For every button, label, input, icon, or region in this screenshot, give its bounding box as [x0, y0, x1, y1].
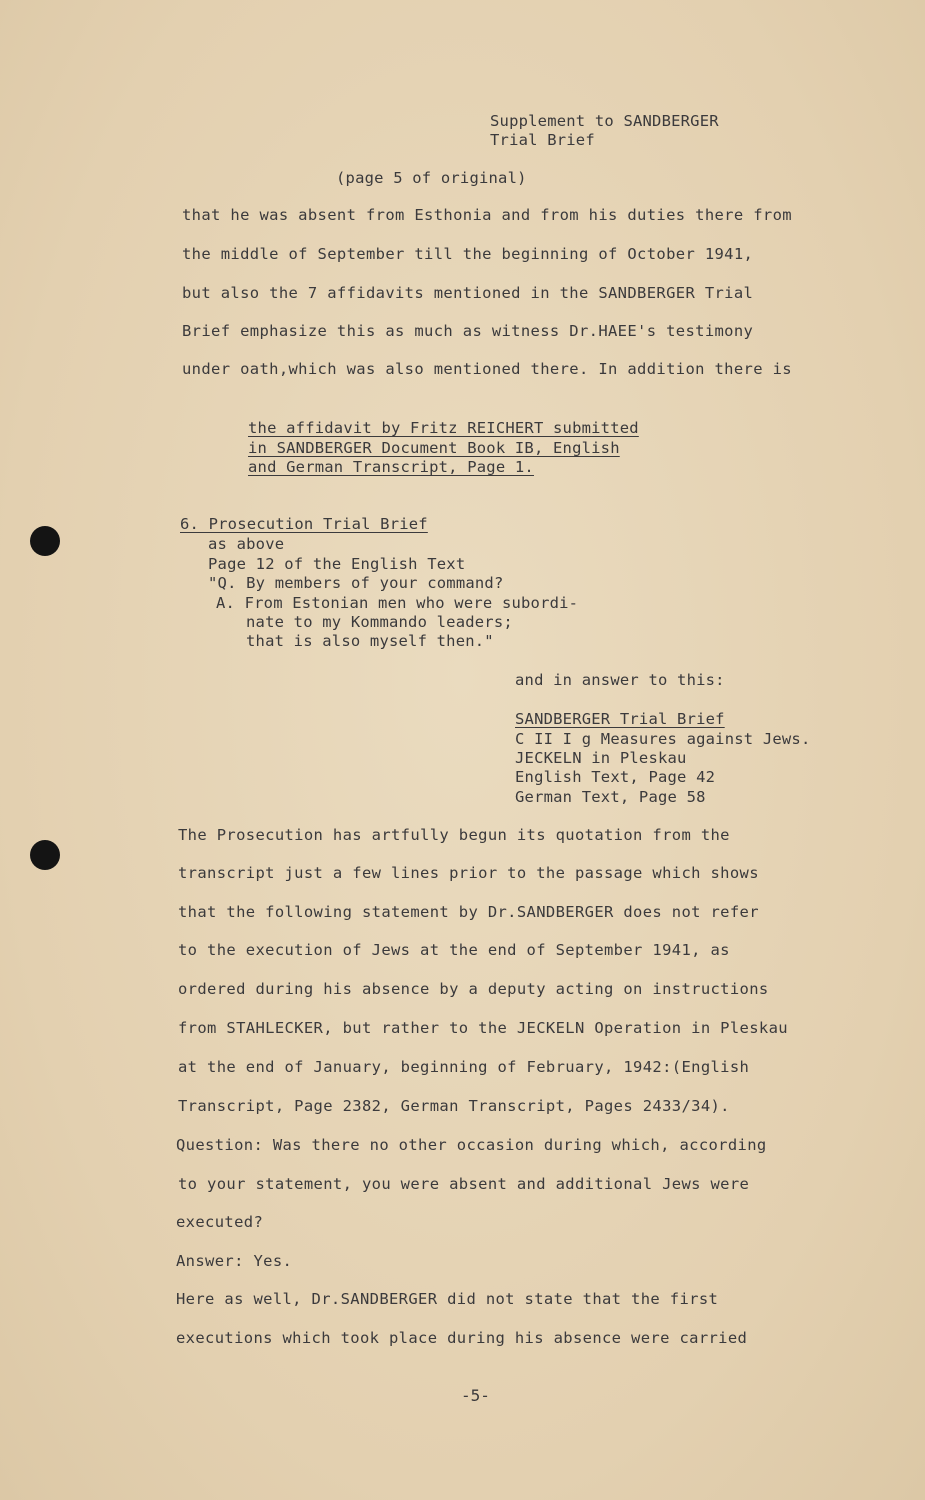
section-heading: 6. Prosecution Trial Brief	[180, 515, 428, 533]
header-line: Trial Brief	[490, 131, 595, 149]
section-line: as above	[208, 535, 285, 553]
text-line: from STAHLECKER, but rather to the JECKELN Operation in Pleskau	[178, 1019, 788, 1037]
text-line: at the end of January, beginning of February, 1942:(English	[178, 1058, 750, 1076]
punch-hole	[30, 526, 60, 556]
text-line: under oath,which was also mentioned there. In addition there is	[182, 360, 792, 378]
page-reference: (page 5 of original)	[336, 169, 527, 187]
reference-line: German Text, Page 58	[515, 788, 706, 806]
text-line: that the following statement by Dr.SANDBERGER does not refer	[178, 903, 759, 921]
affidavit-line: the affidavit by Fritz REICHERT submitted	[248, 419, 639, 437]
text-line: to your statement, you were absent and additional Jews were	[178, 1175, 750, 1193]
reference-line: C II I g Measures against Jews.	[515, 730, 811, 748]
text-line: Answer: Yes.	[176, 1252, 293, 1270]
reference-line: SANDBERGER Trial Brief	[515, 710, 725, 728]
text-line: The Prosecution has artfully begun its quotation from the	[178, 826, 730, 844]
section-line: that is also myself then."	[246, 632, 494, 650]
affidavit-line: and German Transcript, Page 1.	[248, 458, 534, 476]
text-line: but also the 7 affidavits mentioned in the SANDBERGER Trial	[182, 284, 754, 302]
text-line: executed?	[176, 1213, 264, 1231]
section-line: Page 12 of the English Text	[208, 555, 466, 573]
text-line: the middle of September till the beginning of October 1941,	[182, 245, 754, 263]
header-line: Supplement to SANDBERGER	[490, 112, 719, 130]
reference-line: English Text, Page 42	[515, 768, 716, 786]
reference-line: JECKELN in Pleskau	[515, 749, 687, 767]
text-line: to the execution of Jews at the end of September 1941, as	[178, 941, 730, 959]
text-line: transcript just a few lines prior to the passage which shows	[178, 864, 759, 882]
section-line: A. From Estonian men who were subordi-	[216, 594, 579, 612]
text-line: Transcript, Page 2382, German Transcript, Pages 2433/34).	[178, 1097, 730, 1115]
section-line: nate to my Kommando leaders;	[246, 613, 513, 631]
text-line: Here as well, Dr.SANDBERGER did not state that the first	[176, 1290, 719, 1308]
text-line: executions which took place during his absence were carried	[176, 1329, 748, 1347]
answer-intro: and in answer to this:	[515, 671, 725, 689]
text-line: that he was absent from Esthonia and from his duties there from	[182, 206, 792, 224]
page-number: -5-	[461, 1386, 490, 1405]
text-line: Brief emphasize this as much as witness Dr.HAEE's testimony	[182, 322, 754, 340]
text-line: Question: Was there no other occasion during which, according	[176, 1136, 767, 1154]
text-line: ordered during his absence by a deputy acting on instructions	[178, 980, 769, 998]
section-line: "Q. By members of your command?	[208, 574, 504, 592]
punch-hole	[30, 840, 60, 870]
affidavit-line: in SANDBERGER Document Book IB, English	[248, 439, 620, 457]
